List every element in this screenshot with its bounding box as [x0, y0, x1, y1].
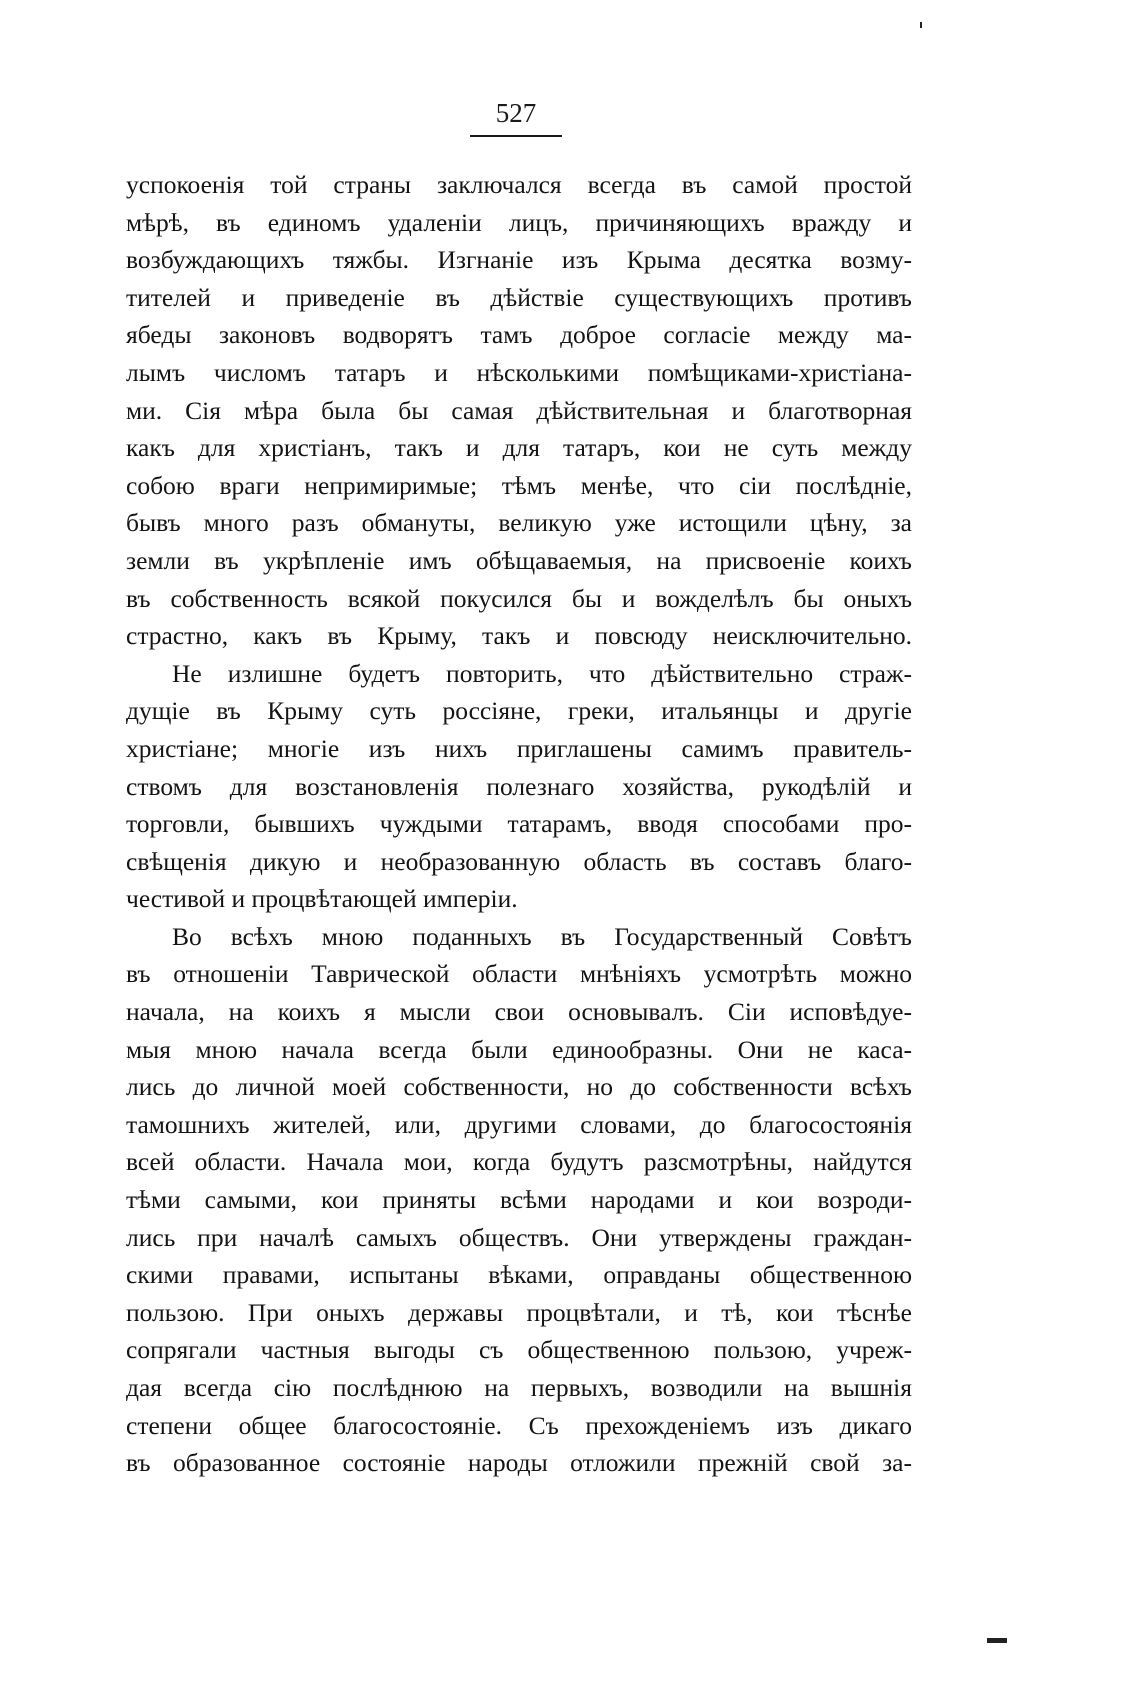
- page-number: 527: [495, 98, 537, 128]
- text-line: въ образованное состояніе народы отложили прежній свой за-: [126, 1448, 912, 1478]
- text-line: какъ для христіанъ, такъ и для татаръ, кои не суть между: [126, 433, 912, 463]
- text-line: ябеды законовъ водворятъ тамъ доброе согласіе между ма-: [126, 320, 912, 350]
- text-line: пользою. При оныхъ державы процвѣтали, и тѣ, кои тѣснѣе: [126, 1297, 912, 1327]
- text-line: успокоенія той страны заключался всегда въ самой простой: [126, 170, 912, 199]
- paragraph-last-line: честивой и процвѣтающей имперіи.: [126, 884, 518, 914]
- text-line: дущіе въ Крыму суть россіяне, греки, итальянцы и другіе: [126, 696, 912, 726]
- text-line: начала, на коихъ я мысли свои основывалъ. Сіи исповѣдуе-: [126, 997, 912, 1027]
- text-line: земли въ укрѣпленіе имъ обѣщаваемыя, на присвоеніе коихъ: [126, 545, 912, 575]
- text-line: собою враги непримиримые; тѣмъ менѣе, что сіи послѣдніе,: [126, 470, 912, 500]
- text-line: лись при началѣ самыхъ обществъ. Они утверждены граждан-: [126, 1222, 912, 1252]
- text-line: бывъ много разъ обмануты, великую уже истощили цѣну, за: [126, 508, 912, 538]
- text-line: христіане; многіе изъ нихъ приглашены самимъ правитель-: [126, 733, 912, 763]
- text-line: лись до личной моей собственности, но до собственности всѣхъ: [126, 1072, 912, 1102]
- text-line: скими правами, испытаны вѣками, оправданы общественною: [126, 1260, 912, 1290]
- text-line: всей области. Начала мои, когда будутъ разсмотрѣны, найдутся: [126, 1147, 912, 1177]
- text-line: ствомъ для возстановленія полезнаго хозяйства, рукодѣлій и: [126, 771, 912, 801]
- text-line: возбуждающихъ тяжбы. Изгнаніе изъ Крыма десятка возму-: [126, 245, 912, 275]
- text-line: сопрягали частныя выгоды съ общественною пользою, учреж-: [126, 1335, 912, 1365]
- text-line: тѣми самыми, кои приняты всѣми народами и кои возроди-: [126, 1185, 912, 1215]
- paragraph-first-line: Не излишне будетъ повторить, что дѣйствительно страж-: [172, 658, 912, 688]
- text-line: дая всегда сію послѣднюю на первыхъ, возводили на вышнія: [126, 1373, 912, 1402]
- page-number-rule: [470, 135, 562, 137]
- scan-speck: [920, 22, 922, 28]
- body-text: [126, 166, 912, 1482]
- text-line: въ отношеніи Таврической области мнѣніяхъ усмотрѣть можно: [126, 959, 912, 989]
- scan-speck: [987, 1638, 1007, 1643]
- text-line: тамошнихъ жителей, или, другими словами, до благосостоянія: [126, 1109, 912, 1139]
- text-line: ми. Сія мѣра была бы самая дѣйствительная и благотворная: [126, 395, 912, 425]
- text-line: тителей и приведеніе въ дѣйствіе существующихъ противъ: [126, 282, 912, 312]
- text-line: степени общее благосостояніе. Съ прехожденіемъ изъ дикаго: [126, 1410, 912, 1440]
- paragraph-first-line: Во всѣхъ мною поданныхъ въ Государственный Совѣтъ: [172, 921, 912, 951]
- text-line: страстно, какъ въ Крыму, такъ и повсюду неисключительно.: [126, 621, 912, 651]
- text-line: лымъ числомъ татаръ и нѣсколькими помѣщиками-христіана-: [126, 357, 912, 387]
- text-line: торговли, бывшихъ чуждыми татарамъ, вводя способами про-: [126, 809, 912, 839]
- text-line: свѣщенія дикую и необразованную область въ составъ благо-: [126, 846, 912, 876]
- text-line: въ собственность всякой покусился бы и вожделѣлъ бы оныхъ: [126, 583, 912, 613]
- text-line: мыя мною начала всегда были единообразны. Они не каса-: [126, 1034, 912, 1064]
- text-line: мѣрѣ, въ единомъ удаленіи лицъ, причиняющихъ вражду и: [126, 207, 912, 237]
